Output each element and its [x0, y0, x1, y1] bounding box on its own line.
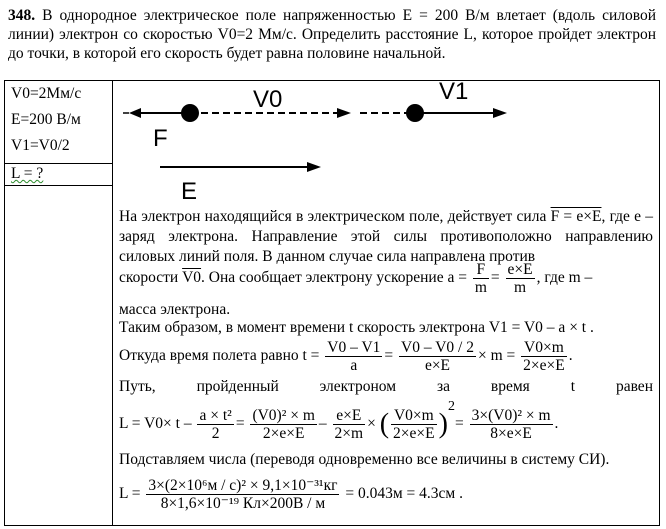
label-v1: V1: [439, 81, 469, 105]
given-v1: V1=V0/2: [11, 137, 70, 154]
solution-para-1: На электрон находящийся в электрическом поле, действует сила F = e×E, где e – заряд электрона. Направление этой силы противоположно направлению силовых линий поля. В данном случае сила направлена против: [119, 208, 654, 265]
label-f: F: [153, 125, 168, 152]
solution-para-4: Таким образом, в момент времени t скорость электрона V1 = V0 – a × t .: [119, 319, 594, 336]
electron-start: [181, 104, 199, 122]
force-formula: F = e×E: [550, 208, 602, 225]
solution-para-6: Путь, пройденный электроном за время t равен: [119, 378, 653, 395]
numeric-result-line: L = $\frac{\text{3×(2×10⁶м / с)² × 9,1×10⁻³¹кг}}{\text{8×1,6×10⁻¹⁹ Кл×200В / м}}$ = 0.043м = 4.3см .: [119, 477, 463, 512]
given-column: [5, 81, 113, 525]
given-divider: [5, 163, 112, 164]
solution-para-8: Подставляем числа (переводя одновременно все величины в систему СИ).: [119, 451, 610, 468]
find-label: L = ?: [11, 165, 44, 182]
label-v0: V0: [253, 86, 283, 113]
problem-number: 348.: [8, 7, 36, 24]
given-e: E=200 В/м: [11, 111, 81, 128]
electron-end: [406, 104, 424, 122]
solution-para-3: масса электрона.: [119, 301, 231, 318]
given-v0: V0=2Мм/с: [11, 85, 82, 102]
label-e: E: [181, 178, 198, 199]
time-formula-line: Откуда время полета равно t = $\frac{V0 - V1}{a}$ = $\frac{V0 - V0 / 2}{e\times E}$ × m = $\frac{V0\times m}{2\times e\times E}$ .: [119, 339, 573, 374]
motion-diagram: [115, 81, 535, 199]
acceleration-line: скорости V0. Она сообщает электрону ускорение a = $\frac{F}{m}$ = $\frac{e\times E}{m}$ , где m –: [119, 261, 593, 296]
problem-statement: [8, 6, 656, 63]
solution-table: [4, 80, 660, 526]
problem-text: В однородное электрическое поле напряженностью E = 200 В/м влетает (вдоль силовой линии) электрон со скоростью V0=2 Мм/с. Определить расстояние L, которое пройдет электрон до точки, в которой его скорость будет равна половине начальной.: [8, 7, 657, 62]
find-divider: [5, 185, 112, 186]
path-formula-line: L = V0× t – $\frac{\text{a × t²}}{2}$ = $\frac{\text{(V0)² × m}}{2\times e\times E}$ – $\frac{e\times E}{2\times m}$ × ( $\frac{V0\times m}{2\times e\times E}$ )$^2$= $\frac{\text{3×(V0)² × m}}{8\times e\times E}$ .: [119, 399, 559, 442]
